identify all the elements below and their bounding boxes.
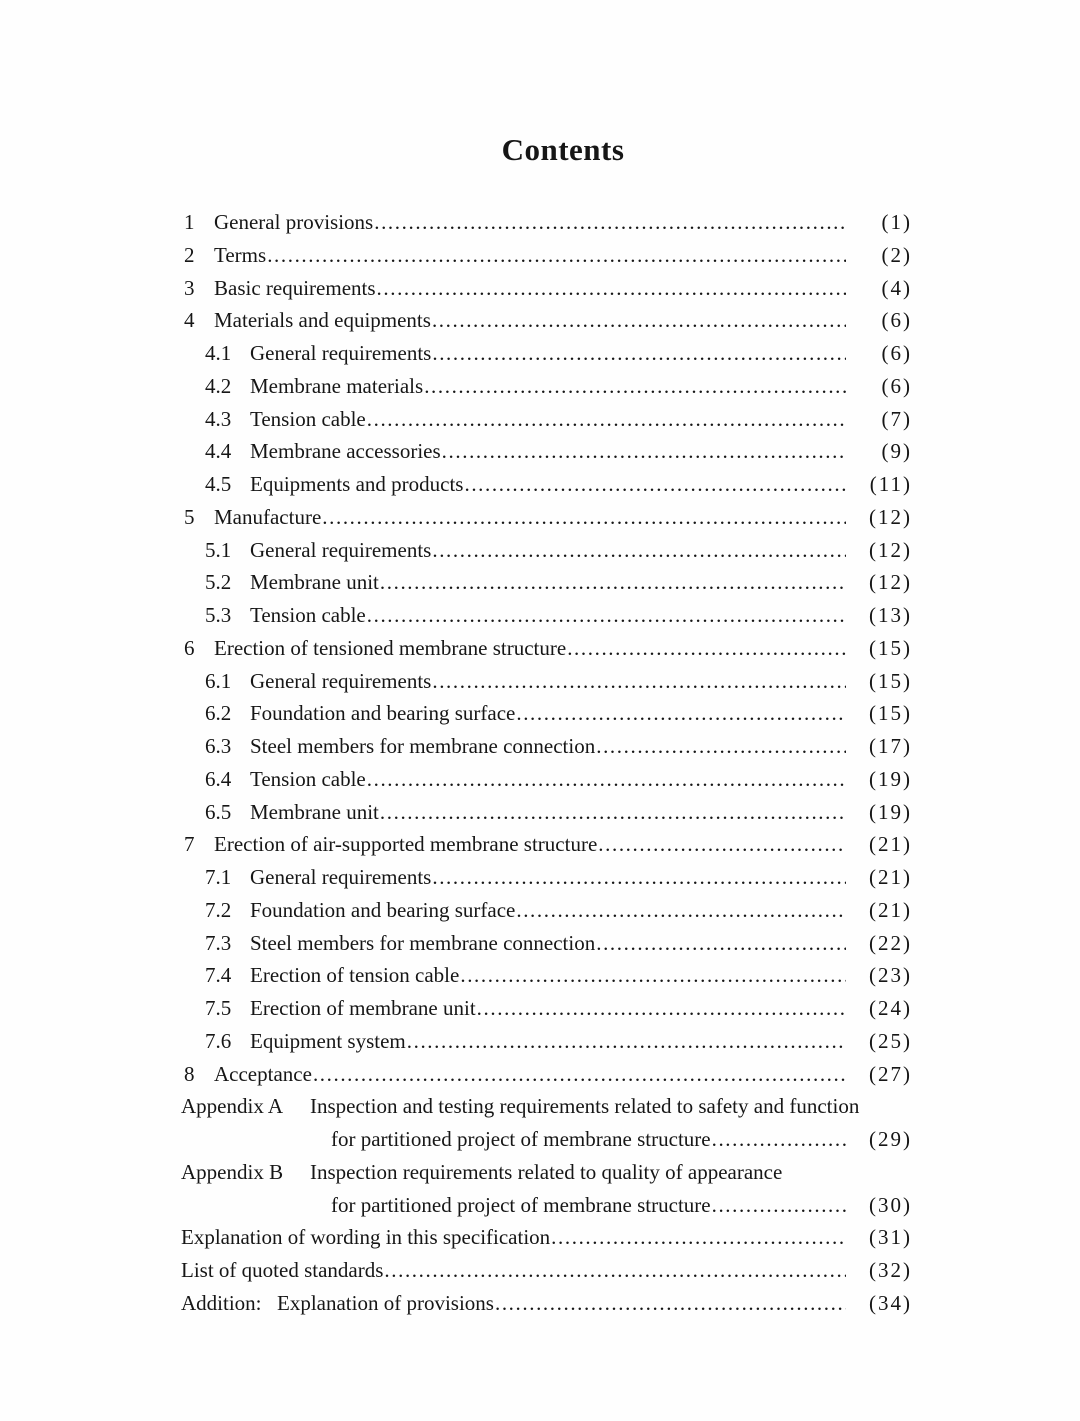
dot-leader [322, 501, 846, 534]
toc-entry-label: Erection of membrane unit [250, 996, 476, 1020]
toc-entry [180, 1287, 912, 1320]
toc-entry-label: Materials and equipments [214, 308, 431, 333]
page-title: Contents [501, 132, 625, 167]
toc-entry-label: Membrane accessories [250, 439, 441, 464]
toc-entry-number: 2 [184, 242, 195, 267]
dot-leader [596, 927, 846, 960]
toc-entry [180, 1058, 912, 1091]
toc-entry [180, 468, 912, 501]
dot-leader [432, 861, 846, 894]
toc-entry-label: Inspection and testing requirements related to safety and function [310, 1094, 860, 1119]
toc-entry-label: Membrane materials [250, 373, 424, 398]
toc-entry [180, 992, 912, 1025]
toc-entry-label: for partitioned project of membrane structure [331, 1127, 711, 1151]
toc-entry-label: Terms [214, 242, 267, 267]
dot-leader [551, 1221, 846, 1254]
toc-entry-number: 7.4 [205, 963, 232, 988]
dot-leader [367, 763, 846, 796]
toc-entry-label: General provisions [214, 210, 374, 234]
toc-entry-label: General requirements [250, 668, 432, 693]
toc-entry-label: Membrane unit [250, 570, 379, 595]
dot-leader [380, 796, 846, 829]
toc-entry-number: 7.1 [205, 865, 232, 889]
table-of-contents [180, 206, 912, 1320]
toc-entry [180, 894, 912, 927]
dot-leader [567, 632, 846, 665]
toc-entry-page: (32) [869, 1258, 912, 1282]
toc-entry-number: 5 [184, 504, 195, 529]
toc-entry-number: 6.1 [205, 668, 232, 693]
toc-entry-number: 5.1 [205, 537, 232, 562]
toc-entry-label: List of quoted standards [181, 1258, 384, 1282]
toc-entry-number: 7 [184, 832, 195, 857]
toc-entry [180, 796, 912, 829]
dot-leader [442, 435, 846, 468]
toc-entry [180, 959, 912, 992]
toc-entry-page: (6) [881, 308, 912, 333]
dot-leader [407, 1025, 846, 1058]
toc-entry-page: (21) [869, 897, 912, 922]
toc-entry-number: 5.3 [205, 603, 232, 627]
toc-entry [180, 534, 912, 567]
toc-entry-page: (24) [869, 996, 912, 1020]
toc-entry [180, 665, 912, 698]
toc-entry-page: (21) [869, 832, 912, 857]
toc-entry-label: Foundation and bearing surface [250, 701, 516, 726]
toc-entry-label: Explanation of provisions [277, 1290, 494, 1315]
toc-entry-page: (7) [881, 406, 912, 431]
toc-entry [180, 1123, 912, 1156]
toc-entry-number: 6 [184, 635, 195, 660]
toc-entry-page: (6) [881, 373, 912, 398]
toc-entry-label: General requirements [250, 341, 432, 365]
toc-entry-number: 7.6 [205, 1028, 232, 1053]
toc-entry [180, 304, 912, 337]
toc-entry [180, 403, 912, 436]
toc-entry-label: Basic requirements [214, 275, 376, 300]
dot-leader [424, 370, 846, 403]
dot-leader [712, 1189, 846, 1222]
toc-entry-number: 6.2 [205, 701, 232, 726]
toc-entry-number: 7.5 [205, 996, 232, 1020]
toc-entry-page: (22) [869, 930, 912, 955]
dot-leader [374, 206, 846, 239]
toc-entry-page: (19) [869, 766, 912, 791]
toc-entry-number: 1 [184, 210, 195, 234]
toc-entry-label: Explanation of wording in this specification [181, 1225, 551, 1250]
toc-entry-page: (15) [869, 668, 912, 693]
toc-entry [180, 1189, 912, 1222]
dot-leader [367, 403, 846, 436]
toc-entry-label: for partitioned project of membrane structure [331, 1192, 711, 1217]
toc-entry-page: (17) [869, 734, 912, 758]
toc-entry [180, 697, 912, 730]
dot-leader [313, 1058, 846, 1091]
toc-entry-page: (2) [881, 242, 912, 267]
toc-entry-page: (15) [869, 635, 912, 660]
toc-entry-label: Steel members for membrane connection [250, 734, 596, 758]
toc-entry-page: (21) [869, 865, 912, 889]
toc-entry [180, 730, 912, 763]
toc-entry-page: (12) [869, 570, 912, 595]
toc-entry-page: (23) [869, 963, 912, 988]
toc-entry-number: 4.3 [205, 406, 232, 431]
toc-entry-number: 5.2 [205, 570, 232, 595]
toc-entry-label: Foundation and bearing surface [250, 897, 516, 922]
toc-entry-number: 6.3 [205, 734, 232, 758]
toc-entry [180, 370, 912, 403]
dot-leader [367, 599, 846, 632]
toc-entry-page: (31) [869, 1225, 912, 1250]
toc-entry-label: Tension cable [250, 603, 366, 627]
toc-entry [180, 861, 912, 894]
toc-entry-page: (11) [869, 472, 912, 496]
toc-entry-number: 7.3 [205, 930, 232, 955]
dot-leader [432, 337, 846, 370]
toc-entry-number: 4.2 [205, 373, 232, 398]
toc-entry-page: (27) [869, 1061, 912, 1086]
toc-entry [180, 632, 912, 665]
toc-entry-number: 6.5 [205, 799, 232, 824]
dot-leader [384, 1254, 846, 1287]
toc-entry [180, 1025, 912, 1058]
toc-entry-label: Erection of air-supported membrane structure [214, 832, 598, 857]
toc-entry-number: 4 [184, 308, 195, 333]
toc-entry [180, 1156, 912, 1189]
toc-entry-label: Steel members for membrane connection [250, 930, 596, 955]
toc-entry [180, 763, 912, 796]
toc-entry-label: Tension cable [250, 766, 366, 791]
toc-entry-page: (15) [869, 701, 912, 726]
toc-entry-number: 4.1 [205, 341, 232, 365]
toc-entry-label: Erection of tension cable [250, 963, 460, 988]
toc-entry-label: Equipments and products [250, 472, 464, 496]
toc-entry-page: (25) [869, 1028, 912, 1053]
toc-entry [180, 1221, 912, 1254]
dot-leader [598, 828, 846, 861]
toc-entry-number: Addition: [181, 1290, 262, 1315]
dot-leader [495, 1287, 846, 1320]
toc-entry [180, 1254, 912, 1287]
toc-entry-number: Appendix A [181, 1094, 284, 1119]
toc-entry [180, 272, 912, 305]
toc-entry [180, 239, 912, 272]
toc-entry-page: (30) [869, 1192, 912, 1217]
toc-entry [180, 501, 912, 534]
toc-entry [180, 206, 912, 239]
toc-entry-label: General requirements [250, 865, 432, 889]
dot-leader [516, 894, 846, 927]
toc-entry-page: (4) [881, 275, 912, 300]
toc-entry-label: Equipment system [250, 1028, 406, 1053]
toc-entry [180, 599, 912, 632]
toc-entry-page: (13) [869, 603, 912, 627]
dot-leader [477, 992, 846, 1025]
toc-entry-label: Acceptance [214, 1061, 312, 1086]
toc-entry-number: 6.4 [205, 766, 232, 791]
toc-entry [180, 337, 912, 370]
toc-entry-label: General requirements [250, 537, 432, 562]
toc-entry-page: (29) [869, 1127, 912, 1151]
dot-leader [464, 468, 846, 501]
toc-entry-label: Tension cable [250, 406, 366, 431]
toc-entry-page: (6) [881, 341, 912, 365]
toc-entry-number: 4.4 [205, 439, 232, 464]
toc-entry-page: (9) [881, 439, 912, 464]
toc-entry-label: Inspection requirements related to quality of appearance [310, 1159, 783, 1184]
toc-entry-label: Manufacture [214, 504, 322, 529]
dot-leader [596, 730, 846, 763]
toc-entry [180, 828, 912, 861]
toc-entry-page: (12) [869, 504, 912, 529]
toc-entry-label: Membrane unit [250, 799, 379, 824]
dot-leader [380, 566, 846, 599]
toc-entry-number: 7.2 [205, 897, 232, 922]
toc-entry-label: Erection of tensioned membrane structure [214, 635, 567, 660]
dot-leader [432, 534, 846, 567]
dot-leader [712, 1123, 846, 1156]
toc-entry [180, 927, 912, 960]
toc-entry [180, 1090, 912, 1123]
toc-entry-number: 8 [184, 1061, 195, 1086]
toc-entry-page: (34) [869, 1290, 912, 1315]
toc-entry [180, 566, 912, 599]
toc-entry-page: (12) [869, 537, 912, 562]
toc-entry-page: (19) [869, 799, 912, 824]
dot-leader [460, 959, 846, 992]
toc-entry-number: 4.5 [205, 472, 232, 496]
toc-entry-number: 3 [184, 275, 195, 300]
dot-leader [432, 665, 846, 698]
dot-leader [267, 239, 846, 272]
dot-leader [432, 304, 846, 337]
dot-leader [377, 272, 846, 305]
toc-entry [180, 435, 912, 468]
dot-leader [516, 697, 846, 730]
toc-entry-page: (1) [881, 210, 912, 234]
toc-entry-number: Appendix B [181, 1159, 284, 1184]
